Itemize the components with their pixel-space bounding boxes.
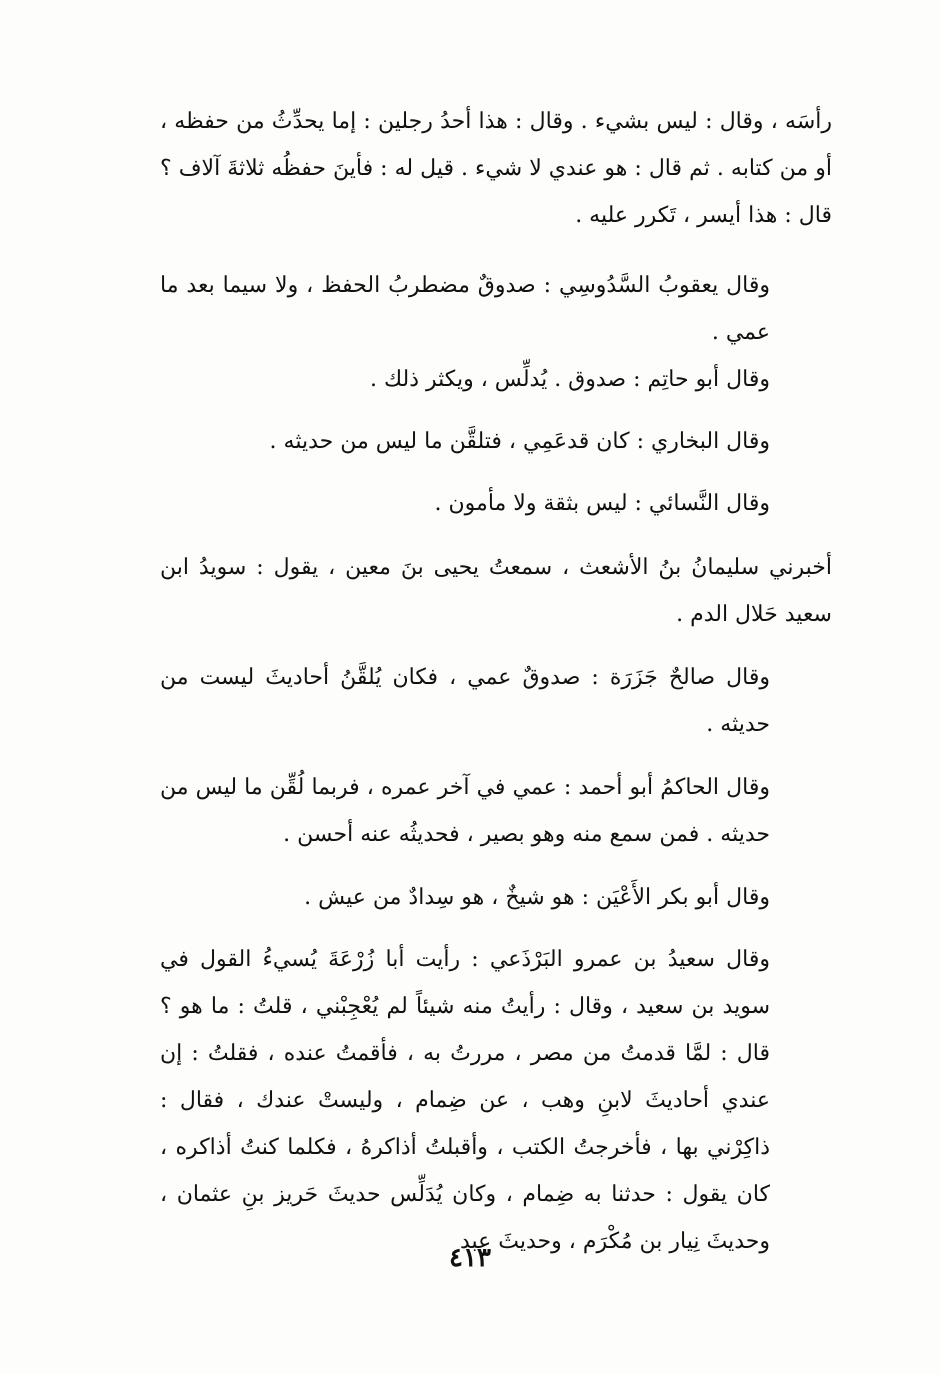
page-number: ٤١٣ — [449, 1243, 491, 1273]
paragraph-yaqub-sadusi: وقال يعقوبُ السَّدُوسِي : صدوقٌ مضطربُ الحفظ ، ولا سيما بعد ما عمي . — [160, 273, 770, 345]
paragraph-nasai: وقال النَّسائي : ليس بثقة ولا مأمون . — [434, 491, 770, 516]
paragraph-bukhari: وقال البخاري : كان قدعَمِي ، فتلقَّن ما ليس من حديثه . — [269, 429, 770, 454]
paragraph-continuation: رأسَه ، وقال : ليس بشيء . وقال : هذا أحدُ رجلين : إما يحدِّثُ من حفظه ، أو من كتابه . ثم قال : هو عندي لا شيء . قيل له : فأينَ حفظُه ثلاثةَ آلاف ؟ قال : هذا أيسر ، تَكرر عليه . — [160, 109, 832, 228]
paragraph-bardhai: وقال سعيدُ بن عمرو البَرْذَعي : رأيت أبا زُرْعَةَ يُسيءُ القول في سويد بن سعيد ، وقال : رأيتُ منه شيئاً لم يُعْجِبْني ، قلتُ : ما هو ؟ قال : لمَّا قدمتُ من مصر ، مررتُ به ، فأقمتُ عنده ، فقلتُ : إن عندي أحاديثَ لابنِ وهب ، عن ضِمام ، وليستْ عندك ، فقال : ذاكِرْني بها ، فأخرجتُ الكتب ، وأقبلتُ أذاكرهُ ، فكلما كنتُ أذاكره ، كان يقول : حدثنا به ضِمام ، وكان يُدَلِّس حديثَ حَريز بنِ عثمان ، وحديثَ نِيار بن مُكْرَم ، وحديثَ عبد — [160, 947, 770, 1254]
paragraph-abu-bakr-ayan: وقال أبو بكر الأَعْيَن : هو شيخٌ ، هو سِدادٌ من عيش . — [304, 885, 770, 910]
paragraph-hakim-abu-ahmad: وقال الحاكمُ أبو أحمد : عمي في آخر عمره ، فربما لُقِّن ما ليس من حديثه . فمن سمع منه وهو بصير ، فحديثُه عنه أحسن . — [160, 775, 770, 847]
paragraph-ibn-maeen: أخبرني سليمانُ بنُ الأشعث ، سمعتُ يحيى بنَ معين ، يقول : سويدُ ابن سعيد حَلال الدم . — [160, 555, 832, 627]
paragraph-salih-jazara: وقال صالحٌ جَزَرَة : صدوقٌ عمي ، فكان يُلقَّنُ أحاديثَ ليست من حديثه . — [160, 665, 770, 737]
paragraph-abu-hatim: وقال أبو حاتِم : صدوق . يُدلِّس ، ويكثر ذلك . — [370, 367, 770, 392]
